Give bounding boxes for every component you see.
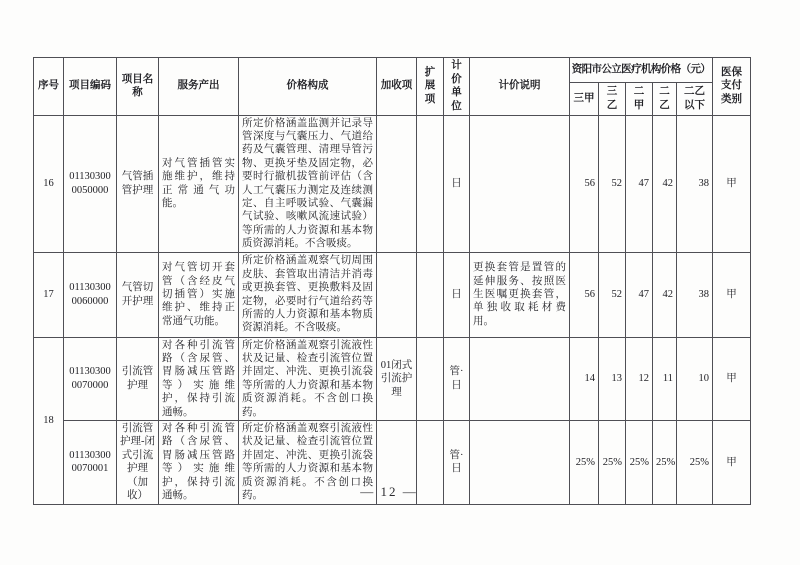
price-cell: 42 bbox=[653, 115, 677, 252]
composition-cell: 所定价格涵盖观察引流液性状及记量、检查引流管位置并固定、冲洗、更换引流袋等所需的人力资源和基本物质资源消耗。不含创口换药。 bbox=[239, 337, 377, 420]
output-cell: 对气管切开套管（含经皮气切插管）实施维护、维持正常通气功能。 bbox=[159, 252, 239, 337]
price-cell: 56 bbox=[570, 115, 599, 252]
seq-cell: 17 bbox=[34, 252, 64, 337]
price-cell: 25% bbox=[599, 421, 626, 504]
surcharge-cell bbox=[377, 252, 417, 337]
price-cell: 47 bbox=[626, 115, 653, 252]
col-header-tier-3a: 三甲 bbox=[570, 82, 599, 115]
price-cell: 14 bbox=[570, 337, 599, 420]
output-cell: 对各种引流管路（含尿管、胃肠减压管路等）实施维护，保持引流通畅。 bbox=[159, 421, 239, 504]
composition-cell: 所定价格涵盖观察引流液性状及记量、检查引流管位置并固定、冲洗、更换引流袋等所需的人力资源和基本物质资源消耗。不含创口换药。 bbox=[239, 421, 377, 504]
medical-service-price-table bbox=[33, 57, 751, 505]
note-cell bbox=[470, 115, 570, 252]
price-cell: 38 bbox=[677, 252, 713, 337]
insurance-cell: 甲 bbox=[713, 421, 751, 504]
table-row-18-main bbox=[34, 337, 751, 420]
col-header-output: 服务产出 bbox=[159, 58, 239, 116]
seq-cell: 18 bbox=[34, 337, 64, 504]
col-header-tier-below: 二乙以下 bbox=[677, 82, 713, 115]
surcharge-cell bbox=[377, 115, 417, 252]
col-header-surcharge: 加收项 bbox=[377, 58, 417, 116]
unit-cell: 日 bbox=[444, 252, 470, 337]
code-cell: 011303000060000 bbox=[64, 252, 117, 337]
price-cell: 56 bbox=[570, 252, 599, 337]
name-cell: 气管切开护理 bbox=[117, 252, 159, 337]
col-header-tier-3b: 三乙 bbox=[599, 82, 626, 115]
composition-cell: 所定价格涵盖观察气切周围皮肤、套管取出清洁并消毒或更换套管、更换敷料及固定物，必要时行气道给药等所需的人力资源和基本物质资源消耗。不含吸痰。 bbox=[239, 252, 377, 337]
col-header-code: 项目编码 bbox=[64, 58, 117, 116]
price-cell: 42 bbox=[653, 252, 677, 337]
name-cell: 引流管护理 bbox=[117, 337, 159, 420]
price-cell: 38 bbox=[677, 115, 713, 252]
unit-cell: 日 bbox=[444, 115, 470, 252]
seq-cell: 16 bbox=[34, 115, 64, 252]
note-cell: 更换套管是置管的延伸服务、按照医生医嘱更换套管，单独收取耗材费用。 bbox=[470, 252, 570, 337]
price-cell: 47 bbox=[626, 252, 653, 337]
code-cell: 011303000070000 bbox=[64, 337, 117, 420]
insurance-cell: 甲 bbox=[713, 252, 751, 337]
output-cell: 对气管插管实施维护，维持正常通气功能。 bbox=[159, 115, 239, 252]
extension-cell bbox=[417, 115, 444, 252]
col-header-extension: 扩展项 bbox=[417, 58, 444, 116]
insurance-cell: 甲 bbox=[713, 115, 751, 252]
price-cell: 25% bbox=[653, 421, 677, 504]
unit-cell: 管·日 bbox=[444, 337, 470, 420]
page-number: — 12 — bbox=[360, 484, 418, 499]
col-header-insurance: 医保支付类别 bbox=[713, 58, 751, 116]
col-header-unit: 计价单位 bbox=[444, 58, 470, 116]
output-cell: 对各种引流管路（含尿管、胃肠减压管路等）实施维护，保持引流通畅。 bbox=[159, 337, 239, 420]
price-cell: 25% bbox=[570, 421, 599, 504]
note-cell bbox=[470, 337, 570, 420]
price-cell: 25% bbox=[677, 421, 713, 504]
price-cell: 25% bbox=[626, 421, 653, 504]
name-cell: 气管插管护理 bbox=[117, 115, 159, 252]
table-row-17 bbox=[34, 252, 751, 337]
col-header-tier-2b: 二乙 bbox=[653, 82, 677, 115]
col-header-price-group: 资阳市公立医疗机构价格（元） bbox=[570, 58, 713, 83]
code-cell: 011303000070001 bbox=[64, 421, 117, 504]
surcharge-cell: 01闭式引流护理 bbox=[377, 337, 417, 420]
extension-cell bbox=[417, 252, 444, 337]
extension-cell bbox=[417, 337, 444, 420]
price-cell: 10 bbox=[677, 337, 713, 420]
price-cell: 11 bbox=[653, 337, 677, 420]
price-cell: 12 bbox=[626, 337, 653, 420]
col-header-seq: 序号 bbox=[34, 58, 64, 116]
composition-cell: 所定价格涵盖监测并记录导管深度与气囊压力、气道给药及气囊管理、清理导管污物、更换牙垫及固定物，必要时行撤机拔管前评估（含人工气囊压力测定及连续测定、自主呼吸试验、气囊漏气试验、咳嗽风流速试验）等所需的人力资源和基本物质资源消耗。不含吸痰。 bbox=[239, 115, 377, 252]
col-header-note: 计价说明 bbox=[470, 58, 570, 116]
insurance-cell: 甲 bbox=[713, 337, 751, 420]
name-cell: 引流管护理-闭式引流护理（加收） bbox=[117, 421, 159, 504]
col-header-composition: 价格构成 bbox=[239, 58, 377, 116]
code-cell: 011303000050000 bbox=[64, 115, 117, 252]
price-cell: 52 bbox=[599, 252, 626, 337]
table-header-row-top bbox=[34, 58, 751, 83]
price-cell: 52 bbox=[599, 115, 626, 252]
col-header-tier-2a: 二甲 bbox=[626, 82, 653, 115]
unit-cell: 管·日 bbox=[444, 421, 470, 504]
price-cell: 13 bbox=[599, 337, 626, 420]
table-row-16 bbox=[34, 115, 751, 252]
col-header-name: 项目名称 bbox=[117, 58, 159, 116]
